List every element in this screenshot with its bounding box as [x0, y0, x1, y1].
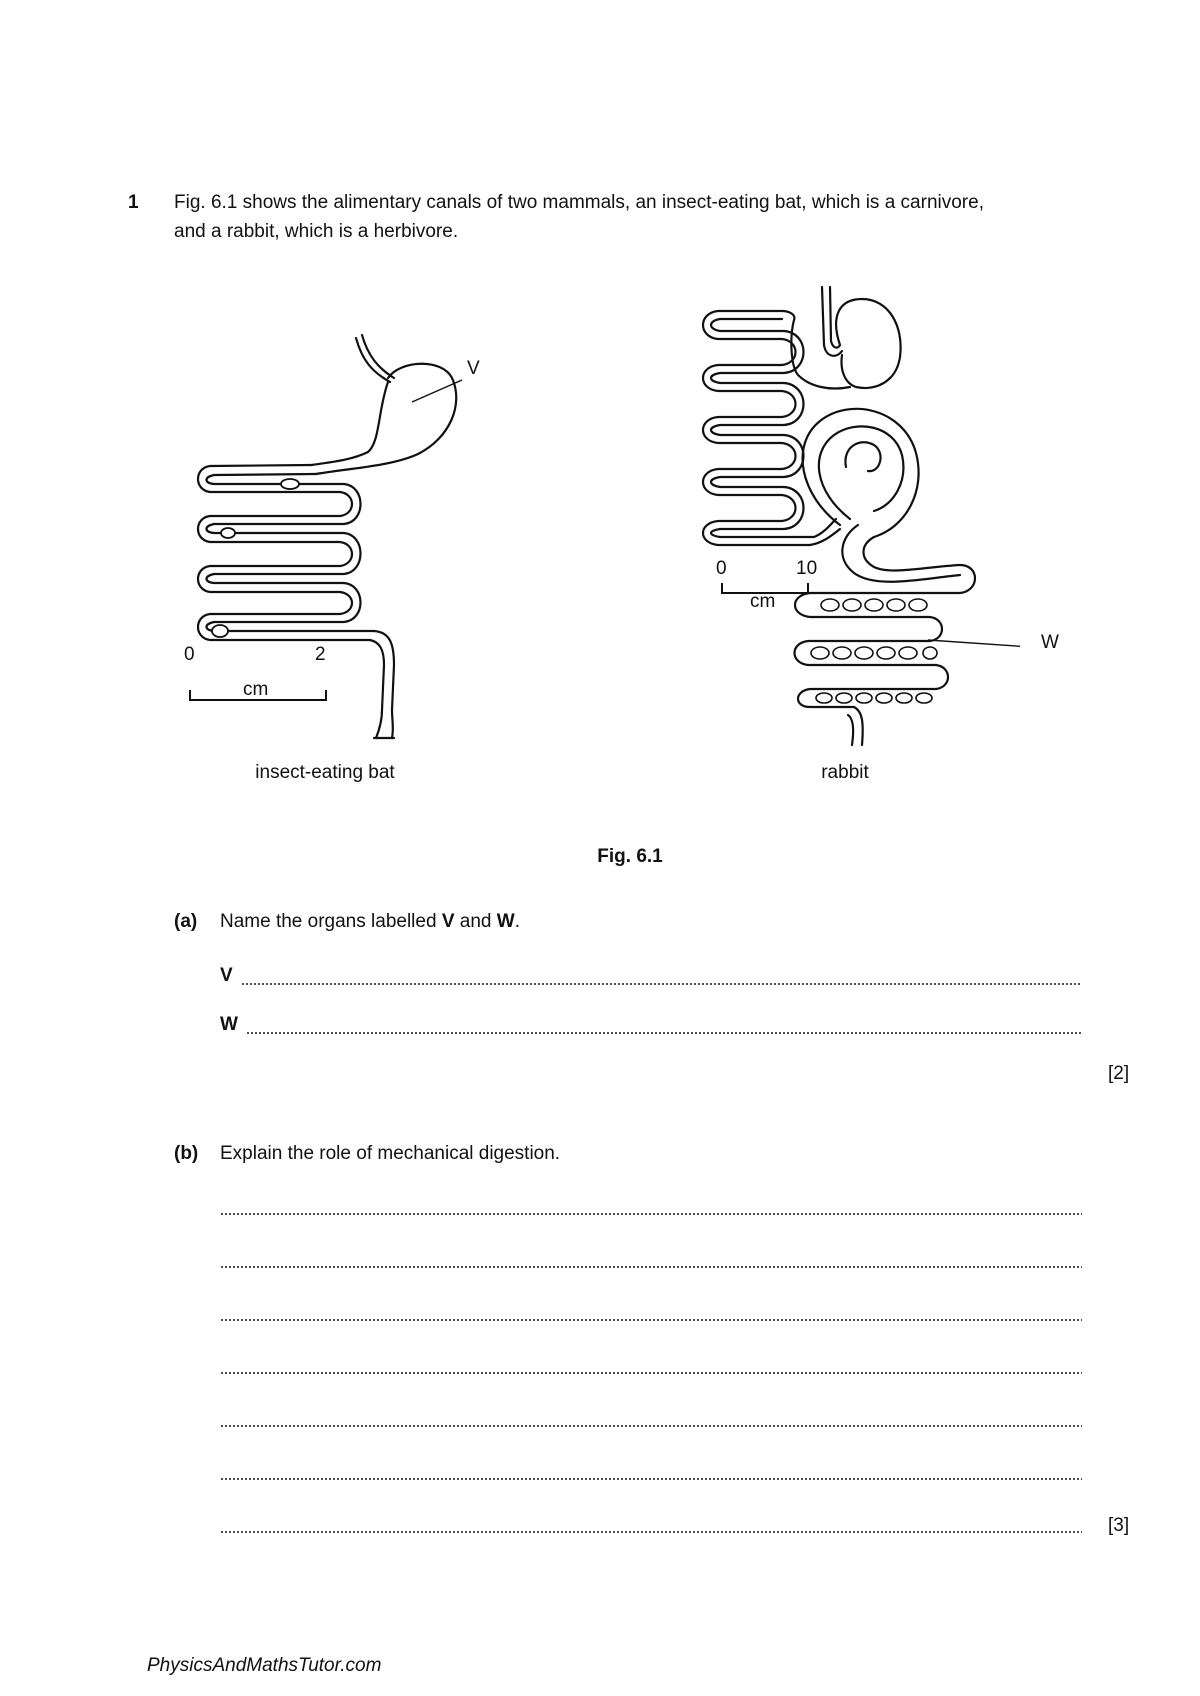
- part-b-marks: [3]: [1108, 1515, 1130, 1536]
- rabbit-scale-end: 10: [796, 558, 818, 579]
- part-a-prompt-end: .: [514, 911, 520, 932]
- bat-pointer-label-v: V: [467, 358, 480, 379]
- rabbit-scale-start: 0: [716, 558, 727, 579]
- question-number: 1: [128, 192, 139, 213]
- part-b-label: (b): [174, 1143, 199, 1164]
- answer-b-line-6[interactable]: [220, 1478, 1082, 1480]
- part-a-prompt-and: and: [454, 911, 497, 932]
- rabbit-scale-unit: cm: [750, 591, 776, 612]
- bat-scale-end: 2: [315, 644, 326, 665]
- bat-alimentary-canal-diagram: [180, 320, 540, 750]
- rabbit-figure-label: rabbit: [821, 762, 869, 783]
- bat-scale-start: 0: [184, 644, 195, 665]
- figure-caption: Fig. 6.1: [597, 846, 663, 867]
- bat-figure-label: insect-eating bat: [255, 762, 395, 783]
- answer-b-line-1[interactable]: [220, 1213, 1082, 1215]
- part-a-prompt: [220, 908, 520, 936]
- answer-w-line[interactable]: [246, 1032, 1082, 1034]
- answer-b-line-2[interactable]: [220, 1266, 1082, 1268]
- answer-b-line-4[interactable]: [220, 1372, 1082, 1374]
- bat-scale-unit: cm: [243, 679, 269, 700]
- answer-v-label: V: [220, 965, 233, 986]
- answer-w-label: W: [220, 1014, 238, 1035]
- part-a-prompt-text: Name the organs labelled: [220, 911, 442, 932]
- question-intro-line-2: and a rabbit, which is a herbivore.: [174, 221, 459, 242]
- rabbit-pointer-label-w: W: [1041, 632, 1059, 653]
- footer-watermark: PhysicsAndMathsTutor.com: [147, 1655, 382, 1676]
- answer-b-line-3[interactable]: [220, 1319, 1082, 1321]
- part-b-prompt: Explain the role of mechanical digestion.: [220, 1143, 561, 1164]
- part-a-prompt-w: W: [496, 911, 515, 932]
- part-a-marks: [2]: [1108, 1063, 1130, 1084]
- rabbit-alimentary-canal-diagram: [690, 275, 1020, 755]
- question-intro-line-1: Fig. 6.1 shows the alimentary canals of two mammals, an insect-eating bat, which is a carnivore,: [174, 192, 984, 213]
- answer-b-line-5[interactable]: [220, 1425, 1082, 1427]
- answer-b-line-7[interactable]: [220, 1531, 1082, 1533]
- part-a-label: (a): [174, 911, 198, 932]
- part-a-prompt-v: V: [441, 911, 455, 932]
- answer-v-line[interactable]: [241, 983, 1082, 985]
